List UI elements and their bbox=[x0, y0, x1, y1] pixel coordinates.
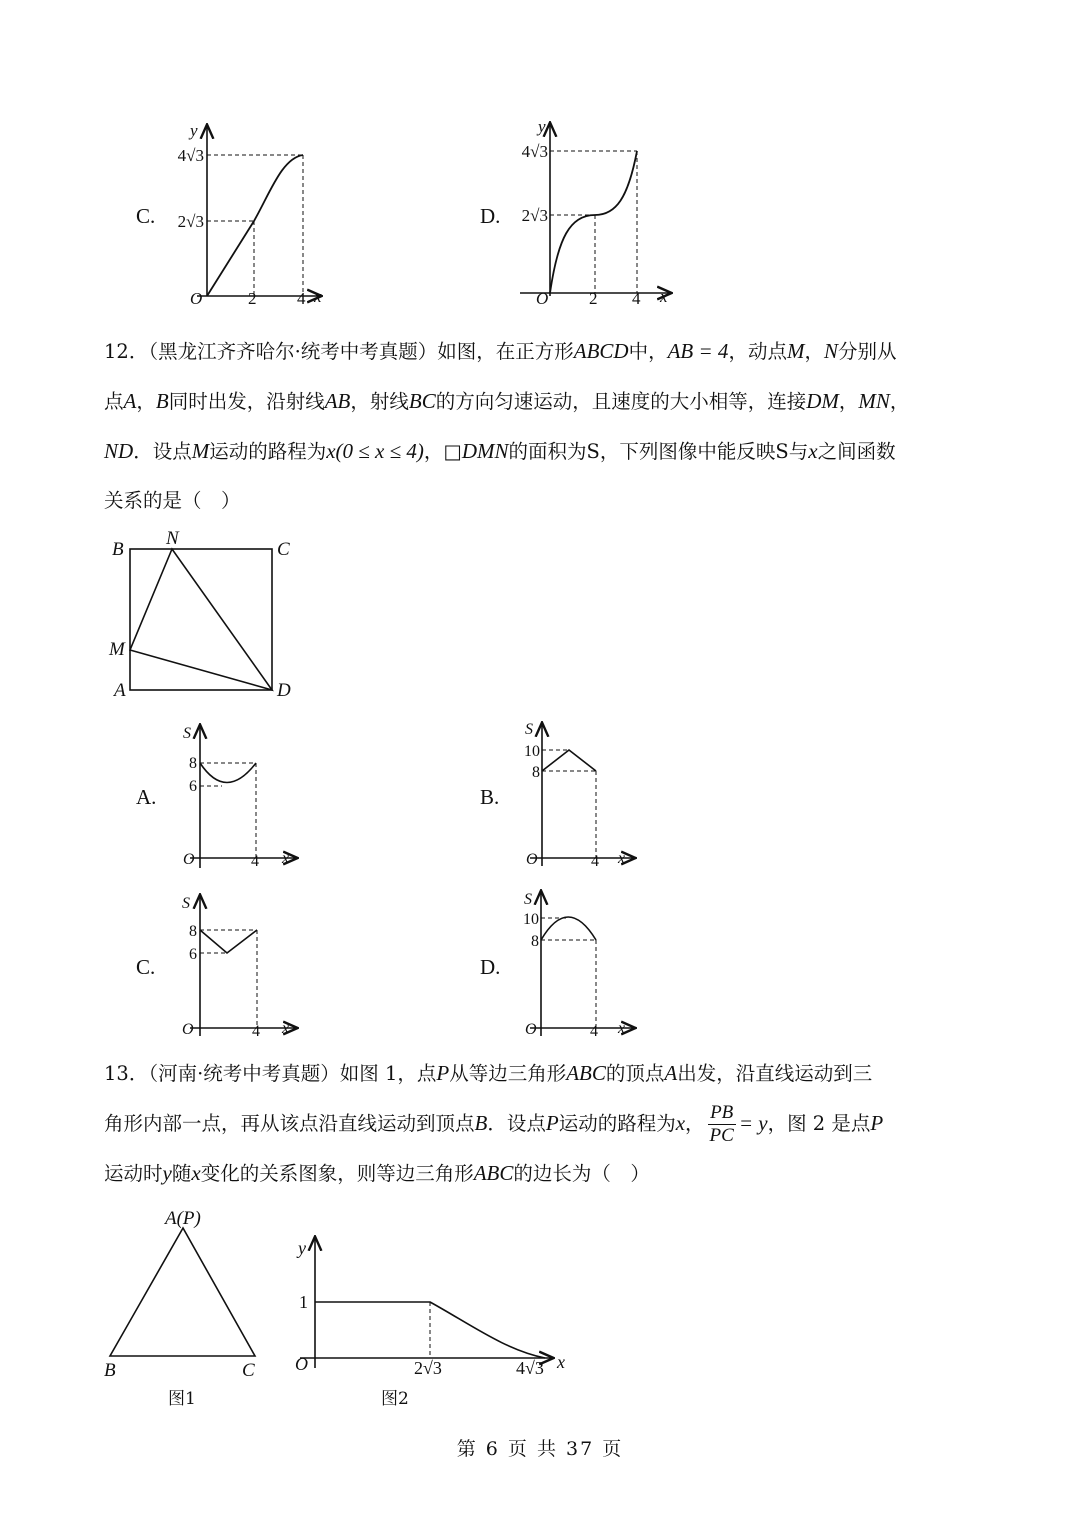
y-tick-2sqrt3: 2√3 bbox=[177, 212, 204, 231]
question-13-text: 13．（河南·统考中考真题）如图 1，点P从等边三角形ABC的顶点A出发，沿直线运动到三 角形内部一点，再从该点沿直线运动到顶点B．设点P运动的路程为x， $\frac{PB}{PC}$ = y，图 2 是点P 运动时y随x变化的关系图象，则等边三角形ABC的边长为（ ） bbox=[104, 1061, 884, 1185]
origin-label: O bbox=[295, 1354, 308, 1374]
q12-option-a-label: A. bbox=[136, 785, 157, 809]
svg-text:10: 10 bbox=[524, 743, 540, 760]
label-M: M bbox=[109, 639, 125, 660]
svg-text:8: 8 bbox=[531, 933, 539, 950]
y-tick-2sqrt3: 2√3 bbox=[521, 206, 548, 225]
x-tick-4sqrt3: 4√3 bbox=[516, 1358, 544, 1378]
q13-figure-1-triangle bbox=[100, 1204, 280, 1381]
prev-option-d-graph bbox=[508, 118, 708, 318]
q12-option-b-label: B. bbox=[480, 785, 500, 809]
curve bbox=[207, 155, 303, 296]
y-tick-4sqrt3: 4√3 bbox=[177, 146, 204, 165]
y-label: y bbox=[538, 117, 546, 136]
prev-option-c-label: C. bbox=[136, 204, 156, 228]
curve bbox=[541, 917, 596, 940]
triangle-dmn bbox=[130, 549, 272, 690]
y-label: y bbox=[190, 121, 198, 140]
svg-text:x: x bbox=[618, 1020, 626, 1037]
curve bbox=[550, 151, 637, 293]
svg-text:6: 6 bbox=[189, 946, 197, 963]
x-tick-2: 2 bbox=[589, 289, 598, 308]
q12-option-c-graph bbox=[170, 890, 310, 1040]
curve bbox=[200, 763, 256, 783]
svg-text:O: O bbox=[183, 851, 195, 868]
q12-square-figure bbox=[104, 528, 304, 701]
q12-option-d-label: D. bbox=[480, 955, 501, 979]
x-tick-2sqrt3: 2√3 bbox=[414, 1358, 442, 1378]
label-A: A bbox=[114, 680, 126, 701]
q13-figure-2-graph bbox=[290, 1232, 590, 1392]
prev-option-d-label: D. bbox=[480, 204, 501, 228]
page-footer: 第 6 页 共 37 页 bbox=[456, 1438, 624, 1460]
x-tick-4: 4 bbox=[632, 289, 641, 308]
q12-option-c-label: C. bbox=[136, 955, 156, 979]
label-N: N bbox=[166, 528, 179, 549]
label-A-P: A(P) bbox=[165, 1208, 201, 1229]
curve bbox=[200, 930, 257, 953]
x-label: x bbox=[557, 1352, 565, 1372]
fraction-pb-pc: $\frac{PB}{PC}$ bbox=[709, 1102, 734, 1146]
origin-label: O bbox=[190, 289, 203, 308]
label-C: C bbox=[277, 539, 290, 560]
svg-text:O: O bbox=[182, 1021, 194, 1038]
q12-option-d-graph bbox=[512, 886, 652, 1040]
svg-text:6: 6 bbox=[189, 778, 197, 795]
svg-text:8: 8 bbox=[532, 764, 540, 781]
svg-text:x: x bbox=[282, 850, 290, 867]
label-B: B bbox=[112, 539, 124, 560]
label-C: C bbox=[242, 1360, 255, 1381]
svg-text:S: S bbox=[524, 891, 532, 908]
prev-option-c-graph bbox=[170, 118, 370, 318]
label-D: D bbox=[277, 680, 291, 701]
svg-text:8: 8 bbox=[189, 923, 197, 940]
svg-text:4: 4 bbox=[590, 1023, 598, 1040]
svg-text:O: O bbox=[525, 1021, 537, 1038]
x-label: x bbox=[660, 287, 668, 306]
svg-text:10: 10 bbox=[523, 911, 539, 928]
svg-text:4: 4 bbox=[251, 853, 259, 870]
q12-option-a-graph bbox=[170, 722, 310, 872]
svg-text:4: 4 bbox=[591, 853, 599, 870]
svg-text:8: 8 bbox=[189, 755, 197, 772]
question-12-text: 12．（黑龙江齐齐哈尔·统考中考真题）如图，在正方形ABCD中，AB = 4，动点M，N分别从 点A，B同时出发，沿射线AB，射线BC的方向匀速运动，且速度的大小相等，连接DM，MN， ND．设点M运动的路程为x(0 ≤ x ≤ 4)，□DMN的面积为S，下列图像中能反映S与x之间函数 关系的是（ ） bbox=[104, 339, 910, 512]
q13-figure-2-caption: 图2 bbox=[381, 1389, 409, 1409]
svg-text:S: S bbox=[525, 721, 533, 738]
y-tick-4sqrt3: 4√3 bbox=[521, 142, 548, 161]
y-label: y bbox=[298, 1238, 306, 1258]
triangle-abc bbox=[110, 1228, 255, 1356]
svg-text:O: O bbox=[526, 851, 538, 868]
q12-option-b-graph bbox=[512, 716, 652, 870]
svg-text:S: S bbox=[183, 725, 191, 742]
x-label: x bbox=[314, 287, 322, 306]
square-abcd bbox=[130, 549, 272, 690]
x-tick-4: 4 bbox=[297, 289, 306, 308]
label-B: B bbox=[104, 1360, 116, 1381]
x-tick-2: 2 bbox=[248, 289, 257, 308]
svg-text:x: x bbox=[282, 1020, 290, 1037]
curve bbox=[542, 750, 596, 771]
svg-text:x: x bbox=[618, 850, 626, 867]
q13-figure-1-caption: 图1 bbox=[168, 1389, 196, 1409]
svg-text:4: 4 bbox=[252, 1023, 260, 1040]
y-tick-1: 1 bbox=[299, 1292, 308, 1312]
svg-text:S: S bbox=[182, 895, 190, 912]
origin-label: O bbox=[536, 289, 549, 308]
